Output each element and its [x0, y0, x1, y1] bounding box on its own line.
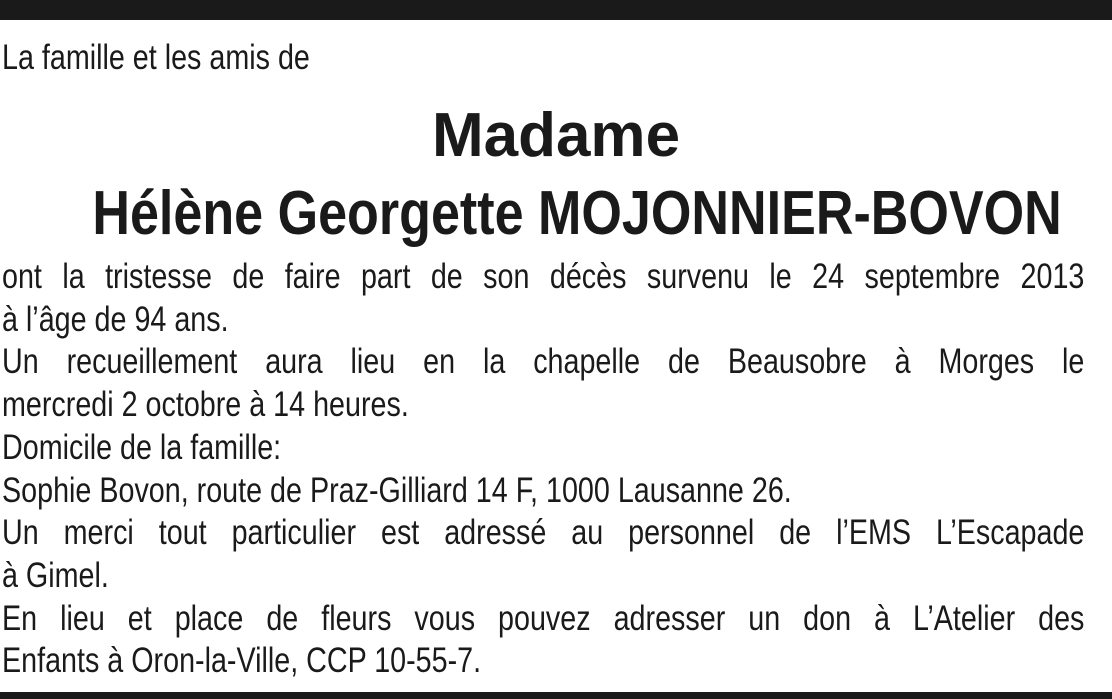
donation-line-2: Enfants à Oron-la-Ville, CCP 10-55-7. [2, 641, 482, 681]
bottom-border-rule [0, 692, 1112, 699]
honorific-title: Madame [431, 101, 681, 170]
ceremony-line-2: mercredi 2 octobre à 14 heures. [2, 385, 409, 425]
announcement-line-2: à l’âge de 94 ans. [2, 299, 229, 339]
notice-body [2, 256, 1084, 683]
thanks-line-1: Un merci tout particulier est adressé au personnel de l’EMS L’Escapade [2, 513, 1085, 553]
deceased-name-heading [0, 178, 1112, 250]
ceremony-line-1: Un recueillement aura lieu en la chapelle de Beausobre à Morges le [2, 342, 1085, 382]
family-residence-label: Domicile de la famille: [2, 427, 282, 467]
top-border-rule [0, 0, 1112, 20]
thanks-line-2: à Gimel. [2, 555, 109, 595]
donation-line-1: En lieu et place de fleurs vous pouvez adresser un don à L’Atelier des [2, 598, 1085, 638]
family-residence-address: Sophie Bovon, route de Praz-Gilliard 14 F, 1000 Lausanne 26. [2, 470, 792, 510]
deceased-name: Hélène Georgette MOJONNIER-BOVON [92, 179, 1062, 248]
announcement-line-1: ont la tristesse de faire part de son décès survenu le 24 septembre 2013 [2, 257, 1085, 296]
intro-line: La famille et les amis de [2, 38, 310, 77]
